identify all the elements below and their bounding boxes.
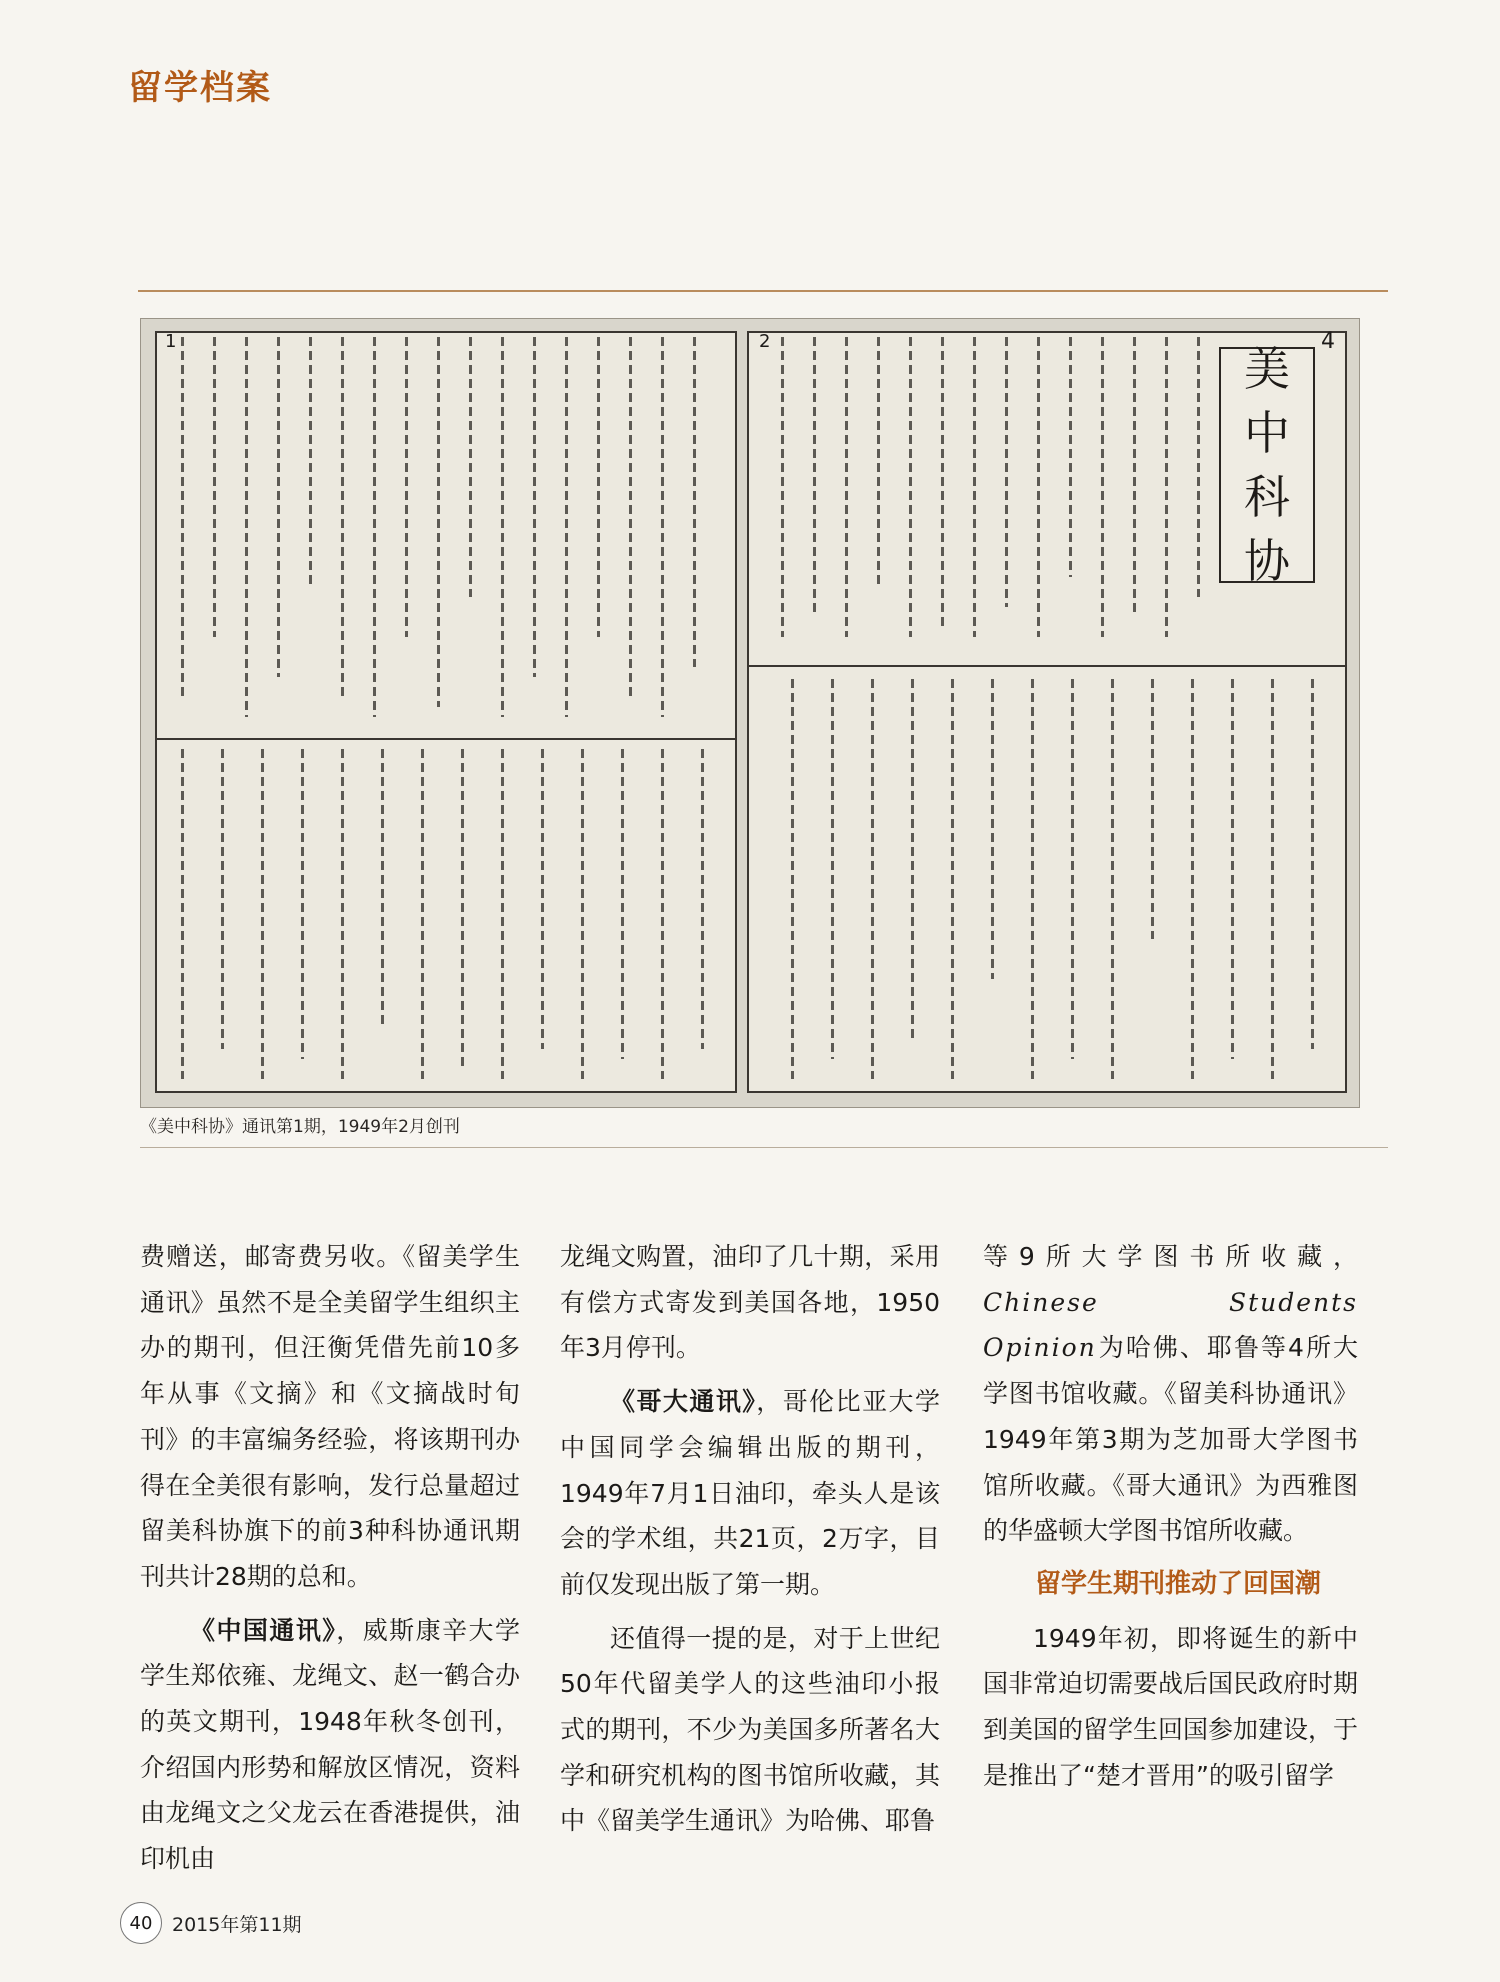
figure-caption: 《美中科协》通讯第1期，1949年2月创刊 <box>140 1117 460 1137</box>
bottom-rule <box>140 1147 1388 1148</box>
page-number: 40 <box>120 1902 162 1944</box>
col3-subheading: 留学生期刊推动了回国潮 <box>1035 1568 1322 1599</box>
col1-paragraph-2-body: ，威斯康辛大学学生郑依雍、龙绳文、赵一鹤合办的英文期刊，1948年秋冬创刊，介绍国内形势和解放区情况，资料由龙绳文之父龙云在香港提供，油印机由 <box>140 1615 520 1874</box>
masthead-box <box>1219 342 1315 588</box>
col1-paragraph-1: 费赠送，邮寄费另收。《留美学生通讯》虽然不是全美留学生组织主办的期刊，但汪衡凭借先前10多年从事《文摘》和《文摘战时旬刊》的丰富编务经验，将该期刊办得在全美很有影响，发行总量超过留美科协旗下的前3种科协通讯期刊共计28期的总和。 <box>140 1242 520 1591</box>
col2-paragraph-3: 还值得一提的是，对于上世纪50年代留美学人的这些油印小报式的期刊，不少为美国多所著名大学和研究机构的图书馆所收藏，其中《留美学生通讯》为哈佛、耶鲁 <box>560 1623 940 1836</box>
section-title: 留学档案 <box>128 68 272 108</box>
page-corner-mark: 4 <box>1321 329 1335 354</box>
issue-label: 2015年第11期 <box>172 1914 302 1936</box>
masthead-char: 协 <box>1244 534 1290 588</box>
col3-english-title: Chinese Students Opinion <box>983 1287 1358 1363</box>
col3-paragraph-2: 1949年初，即将诞生的新中国非常迫切需要战后国民政府时期到美国的留学生回国参加建设，于是推出了“楚才晋用”的吸引留学 <box>983 1623 1359 1790</box>
page-mark-right: 2 <box>759 331 771 352</box>
page-mark-left: 1 <box>165 331 177 352</box>
left-page-divider <box>157 738 735 740</box>
col3-paragraph-1 <box>983 1234 1358 1554</box>
figure-left-page <box>155 331 737 1093</box>
col1-paragraph-2 <box>140 1608 520 1882</box>
text-column-3 <box>983 1234 1358 1806</box>
col2-periodical-title: 《哥大通讯》 <box>610 1387 757 1417</box>
col2-paragraph-2 <box>560 1379 940 1608</box>
newsletter-figure <box>140 318 1360 1108</box>
right-page-divider <box>749 665 1345 667</box>
text-column-2 <box>560 1234 940 1852</box>
header-rule <box>138 290 1388 292</box>
masthead-char: 中 <box>1244 406 1290 460</box>
text-column-1 <box>140 1234 520 1890</box>
masthead-char: 美 <box>1244 342 1290 396</box>
col1-periodical-title: 《中国通讯》 <box>190 1615 337 1645</box>
figure-right-page <box>747 331 1347 1093</box>
col3-paragraph-1-a: 等9所大学图书所收藏， <box>983 1242 1358 1271</box>
col3-paragraph-1-b: 为哈佛、耶鲁等4所大学图书馆收藏。《留美科协通讯》1949年第3期为芝加哥大学图书馆所收藏。《哥大通讯》为西雅图的华盛顿大学图书馆所收藏。 <box>983 1333 1358 1546</box>
col2-paragraph-1: 龙绳文购置，油印了几十期，采用有偿方式寄发到美国各地，1950年3月停刊。 <box>560 1242 940 1363</box>
col2-paragraph-2-body: ，哥伦比亚大学中国同学会编辑出版的期刊，1949年7月1日油印，牵头人是该会的学术组，共21页，2万字，目前仅发现出版了第一期。 <box>560 1387 940 1599</box>
masthead-char: 科 <box>1244 470 1290 524</box>
